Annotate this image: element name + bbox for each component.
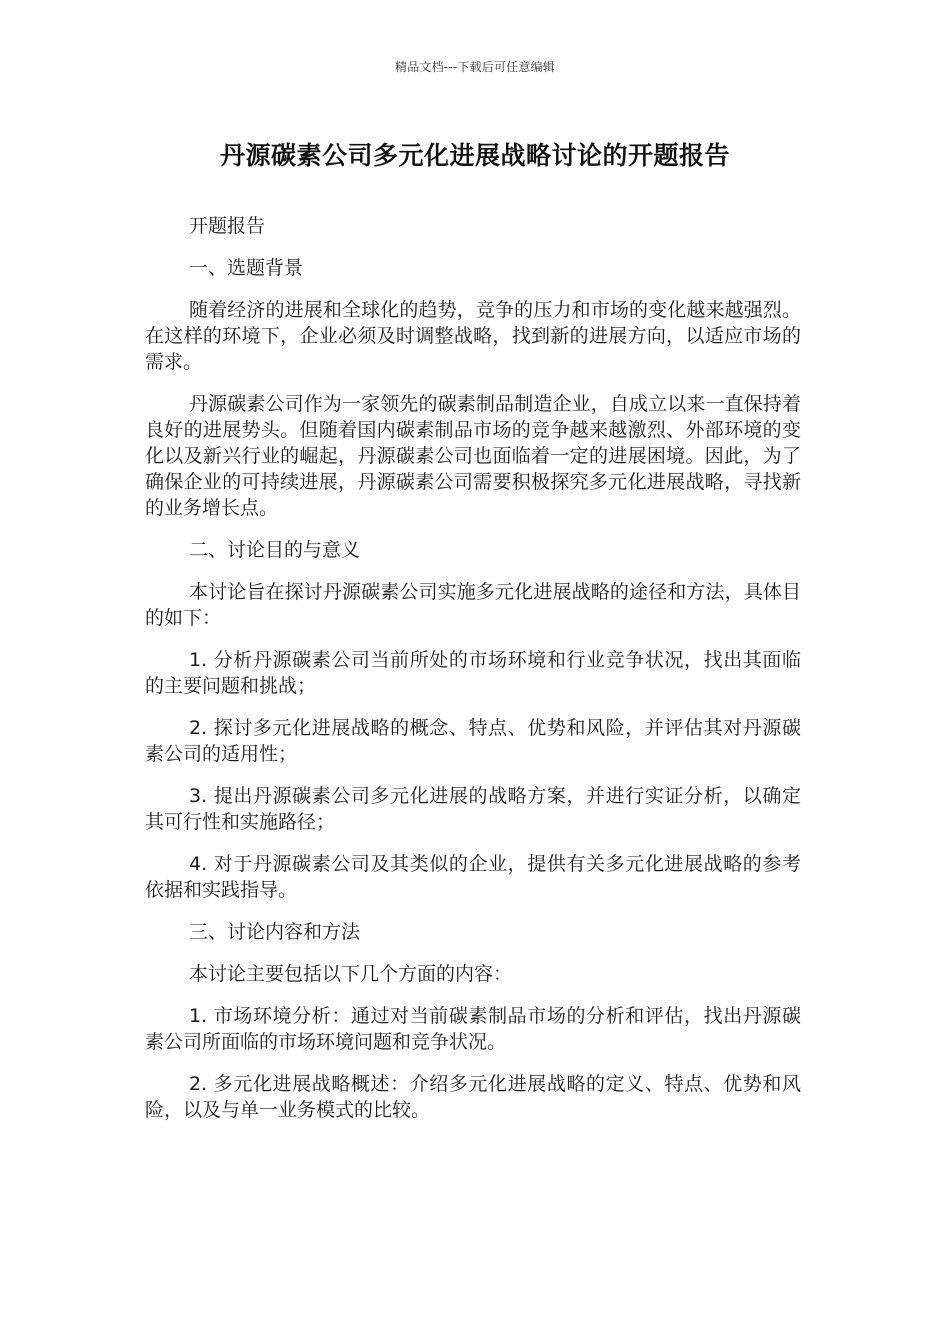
list-item: 2. 探讨多元化进展战略的概念、特点、优势和风险，并评估其对丹源碳素公司的适用性； <box>145 717 801 765</box>
list-item: 3. 提出丹源碳素公司多元化进展的战略方案，并进行实证分析，以确定其可行性和实施路径； <box>145 785 801 833</box>
paragraph: 本讨论主要包括以下几个方面的内容： <box>189 963 513 985</box>
list-item: 1. 分析丹源碳素公司当前所处的市场环境和行业竞争状况，找出其面临的主要问题和挑战； <box>145 649 801 697</box>
document-body <box>145 213 801 1139</box>
section-heading: 二、讨论目的与意义 <box>189 539 361 561</box>
paragraph: 本讨论旨在探讨丹源碳素公司实施多元化进展战略的途径和方法，具体目的如下： <box>145 581 801 629</box>
section-heading: 三、讨论内容和方法 <box>189 921 361 943</box>
paragraph: 随着经济的进展和全球化的趋势，竞争的压力和市场的变化越来越强烈。在这样的环境下，企业必须及时调整战略，找到新的进展方向，以适应市场的需求。 <box>145 299 801 373</box>
paragraph: 丹源碳素公司作为一家领先的碳素制品制造企业，自成立以来一直保持着良好的进展势头。但随着国内碳素制品市场的竞争越来越激烈、外部环境的变化以及新兴行业的崛起，丹源碳素公司也面临着一定的进展困境。因此，为了确保企业的可持续进展，丹源碳素公司需要积极探究多元化进展战略，寻找新的业务增长点。 <box>145 393 801 519</box>
document-title: 丹源碳素公司多元化进展战略讨论的开题报告 <box>219 141 730 170</box>
section-heading: 一、选题背景 <box>189 257 304 279</box>
section-label: 开题报告 <box>189 215 266 237</box>
list-item: 1. 市场环境分析：通过对当前碳素制品市场的分析和评估，找出丹源碳素公司所面临的市场环境问题和竞争状况。 <box>145 1005 801 1053</box>
header-note: 精品文档---下载后可任意编辑 <box>395 60 555 74</box>
list-item: 4. 对于丹源碳素公司及其类似的企业，提供有关多元化进展战略的参考依据和实践指导。 <box>145 853 801 901</box>
list-item: 2. 多元化进展战略概述：介绍多元化进展战略的定义、特点、优势和风险，以及与单一业务模式的比较。 <box>145 1073 801 1121</box>
